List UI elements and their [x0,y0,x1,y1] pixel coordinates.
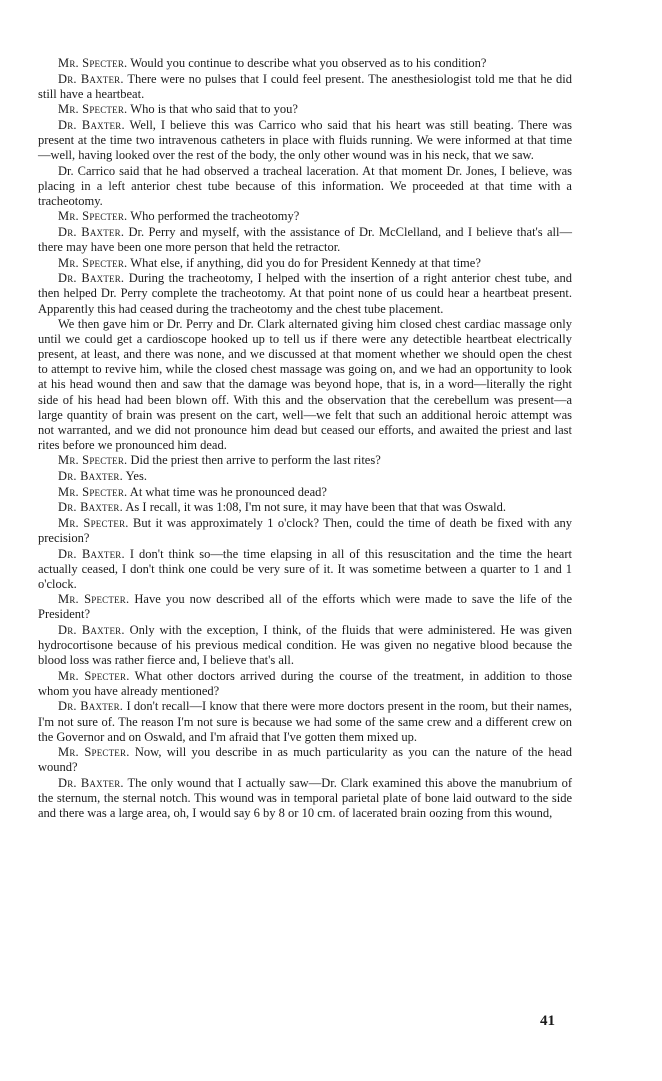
speaker-name: Dr. Baxter. [58,546,125,561]
transcript-paragraph [38,699,572,744]
speaker-name: Dr. Baxter. [58,271,125,286]
page-number: 41 [540,1013,555,1029]
speaker-name: Mr. Specter. [58,668,130,683]
speaker-name: Dr. Baxter. [58,622,125,637]
paragraph-text: Only with the exception, I think, of the fluids that were administered. He was given hydrocortisone because of his previous medical condition. He was given no negative blood because the blood loss was rather fierce and, I believe that's all. [38,622,573,668]
speaker-name: Mr. Specter. [58,209,128,224]
transcript-paragraph [38,745,572,775]
paragraph-text: Who performed the tracheotomy? [130,209,300,224]
speaker-name: Dr. Baxter. [58,699,124,714]
speaker-name: Mr. Specter. [58,102,128,117]
paragraph-text: Have you now described all of the efforts which were made to save the life of the President? [38,592,572,622]
paragraph-text: I don't recall—I know that there were more doctors present in the room, but their names, I'm not sure of. The reason I'm not sure is because we had some of the same crew and a different crew on the Governor and on Oswald, and I'm afraid that I've gotten them mixed up. [38,699,572,744]
transcript-paragraph [38,209,572,224]
transcript-paragraph [38,256,572,271]
transcript-paragraph [38,317,572,453]
speaker-name: Mr. Specter. [58,484,128,499]
paragraph-text: Did the priest then arrive to perform the last rites? [130,453,381,468]
speaker-name: Dr. Baxter. [58,469,123,484]
paragraph-text: At what time was he pronounced dead? [129,484,327,499]
paragraph-text: There were no pulses that I could feel present. The anesthesiologist told me that he did still have a heartbeat. [38,71,572,101]
transcript-paragraph [38,669,572,699]
paragraph-text: As I recall, it was 1:08, I'm not sure, it may have been that that was Oswald. [125,500,507,515]
paragraph-text: During the tracheotomy, I helped with the insertion of a right anterior chest tube, and then helped Dr. Perry complete the tracheotomy. At that point none of us could hear a heartbeat present. Apparently this had ceased during the tracheotomy and the chest tube placement. [38,271,572,316]
speaker-name: Mr. Specter. [58,255,128,270]
transcript-page [38,56,572,822]
speaker-name: Dr. Baxter. [58,225,125,240]
paragraph-text: I don't think so—the time elapsing in all of this resuscitation and the time the heart actually ceased, I don't think one could be very sure of it. It was sometime between a quarter to 1 and 1 o'clock. [38,546,572,591]
speaker-name: Dr. Baxter. [58,117,125,132]
paragraph-text: The only wound that I actually saw—Dr. Clark examined this above the manubrium of the sternum, the sternal notch. This wound was in temporal parietal plate of bone laid outward to the side and there was a large area, oh, I would say 6 by 8 or 10 cm. of lacerated brain oozing from this wound, [38,775,572,821]
paragraph-text: Would you continue to describe what you observed as to his condition? [130,56,487,70]
paragraph-text: But it was approximately 1 o'clock? Then, could the time of death be fixed with any precision? [38,515,573,545]
speaker-name: Dr. Baxter. [58,775,124,790]
transcript-paragraph [38,225,572,255]
transcript-paragraph [38,102,572,117]
transcript-paragraph [38,164,572,209]
transcript-paragraph [38,118,572,163]
transcript-paragraph [38,469,572,484]
transcript-paragraph [38,547,572,592]
transcript-paragraph [38,271,572,316]
speaker-name: Mr. Specter. [58,453,128,468]
transcript-paragraph [38,623,572,668]
transcript-paragraph [38,592,572,622]
paragraph-text: We then gave him or Dr. Perry and Dr. Clark alternated giving him closed chest cardiac massage only until we could get a cardioscope hooked up to tell us if there were any detectible heartbeat electrically present, at least, and there was none, and we discussed at that moment whether we should open the chest to attempt to revive him, while the closed chest massage was going on, and we had an opportunity to look at his head wound then and saw that the damage was beyond hope, that is, in a word—literally the right side of his head had been blown off. With this and the observation that the cerebellum was present—a large quantity of brain was present on the cart, well—we felt that such an additional heroic attempt was not warranted, and we did not pronounce him dead but ceased our efforts, and awaited the priest and last rites before we pronounced him dead. [38,317,572,452]
paragraph-text: Yes. [125,469,147,484]
paragraph-text: Well, I believe this was Carrico who said that his heart was still beating. There was present at the time two intravenous catheters in place with fluids running. We were informed at that time—well, having looked over the rest of the body, the only other wound was in his neck, that we saw. [38,117,572,163]
paragraph-text: Who is that who said that to you? [130,102,298,117]
transcript-paragraph [38,516,572,546]
transcript-paragraph [38,500,572,515]
paragraph-text: What other doctors arrived during the course of the treatment, in addition to those whom you have already mentioned? [38,668,572,698]
speaker-name: Mr. Specter. [58,745,130,760]
speaker-name: Dr. Baxter. [58,500,123,515]
transcript-paragraph [38,776,572,821]
paragraph-text: Dr. Carrico said that he had observed a tracheal laceration. At that moment Dr. Jones, I believe, was placing in a left anterior chest tube because of this information. We proceeded at that time with a tracheotomy. [38,163,572,208]
transcript-paragraph [38,485,572,500]
transcript-paragraph [38,453,572,468]
paragraph-text: Dr. Perry and myself, with the assistance of Dr. McClelland, and I believe that's all—there may have been one more person that held the retractor. [38,225,573,255]
speaker-name: Dr. Baxter. [58,71,124,86]
paragraph-text: Now, will you describe in as much particularity as you can the nature of the head wound? [38,745,572,775]
paragraph-text: What else, if anything, did you do for President Kennedy at that time? [130,255,481,270]
transcript-paragraph [38,56,572,71]
speaker-name: Mr. Specter. [58,515,129,530]
speaker-name: Mr. Specter. [58,56,128,70]
speaker-name: Mr. Specter. [58,592,130,607]
transcript-paragraph [38,72,572,102]
